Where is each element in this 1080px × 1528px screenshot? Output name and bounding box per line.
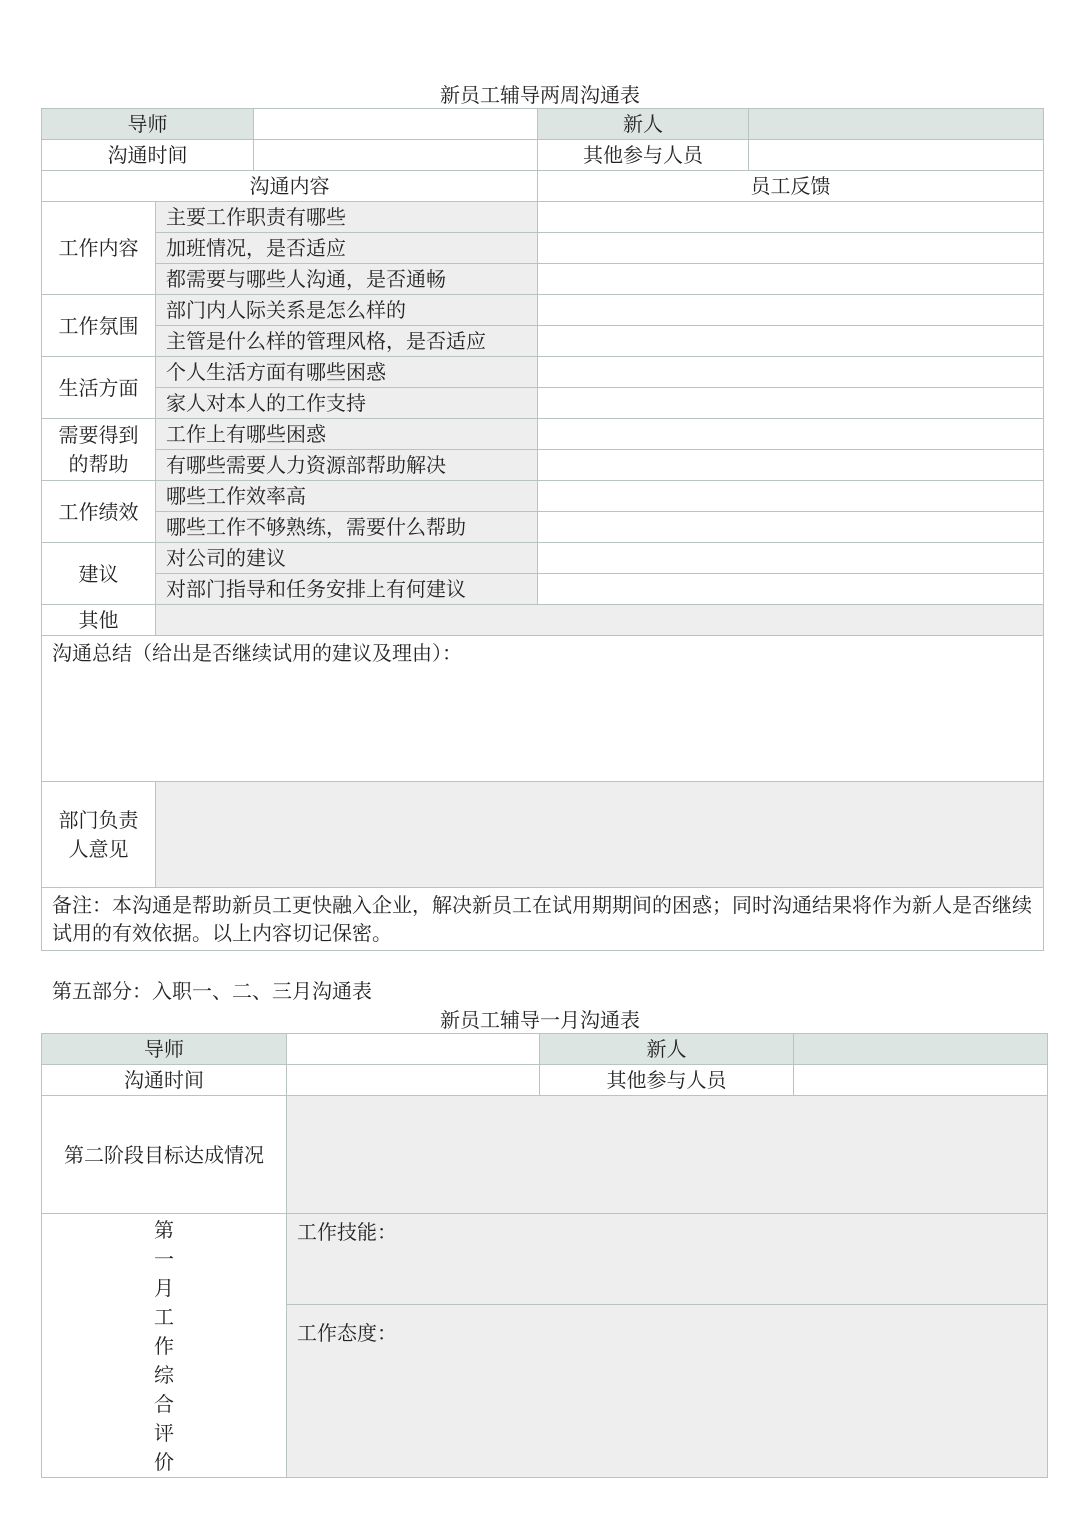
feedback-field[interactable] (538, 295, 1044, 326)
newhire-label: 新人 (540, 1034, 794, 1065)
eval-char: 评 (154, 1421, 174, 1445)
feedback-field[interactable] (538, 543, 1044, 574)
group-label: 工作氛围 (42, 295, 156, 357)
feedback-field[interactable] (538, 357, 1044, 388)
group-label: 生活方面 (42, 357, 156, 419)
eval-char: 合 (154, 1392, 174, 1416)
stage-goal-field[interactable] (287, 1096, 1048, 1214)
other-label: 其他 (42, 605, 156, 636)
question-item: 加班情况，是否适应 (156, 233, 538, 264)
group-label: 建议 (42, 543, 156, 605)
summary-label: 沟通总结（给出是否继续试用的建议及理由）： (52, 641, 462, 665)
feedback-field[interactable] (538, 512, 1044, 543)
eval-char: 工 (154, 1305, 174, 1329)
question-item: 家人对本人的工作支持 (156, 388, 538, 419)
feedback-field[interactable] (538, 450, 1044, 481)
time-field[interactable] (254, 140, 538, 171)
feedback-field[interactable] (538, 326, 1044, 357)
monthly-evaluation-label (42, 1214, 287, 1478)
question-item: 主管是什么样的管理风格，是否适应 (156, 326, 538, 357)
group-label: 工作绩效 (42, 481, 156, 543)
feedback-header: 员工反馈 (538, 171, 1044, 202)
question-item: 主要工作职责有哪些 (156, 202, 538, 233)
dept-opinion-field[interactable] (156, 782, 1044, 888)
eval-char: 第 (154, 1218, 174, 1242)
time-label: 沟通时间 (42, 1065, 287, 1096)
question-item: 对部门指导和任务安排上有何建议 (156, 574, 538, 605)
others-label: 其他参与人员 (540, 1065, 794, 1096)
work-skill-label: 工作技能： (297, 1220, 397, 1244)
question-item: 部门内人际关系是怎么样的 (156, 295, 538, 326)
question-item: 哪些工作不够熟练，需要什么帮助 (156, 512, 538, 543)
time-field[interactable] (287, 1065, 540, 1096)
work-attitude-field[interactable] (287, 1305, 1048, 1478)
newhire-field[interactable] (749, 109, 1044, 140)
group-label (42, 419, 156, 481)
group-label: 工作内容 (42, 202, 156, 295)
feedback-field[interactable] (538, 233, 1044, 264)
two-week-communication-table (41, 108, 1044, 951)
question-item: 都需要与哪些人沟通，是否通畅 (156, 264, 538, 295)
work-skill-field[interactable] (287, 1214, 1048, 1305)
dept-opinion-label (42, 782, 156, 888)
mentor-field[interactable] (287, 1034, 540, 1065)
others-field[interactable] (794, 1065, 1048, 1096)
others-field[interactable] (749, 140, 1044, 171)
section-heading: 第五部分：入职一、二、三月沟通表 (52, 979, 372, 1003)
group-label-line: 的帮助 (68, 451, 129, 476)
others-label: 其他参与人员 (538, 140, 749, 171)
mentor-field[interactable] (254, 109, 538, 140)
eval-char: 一 (154, 1247, 174, 1271)
feedback-field[interactable] (538, 202, 1044, 233)
eval-char: 作 (154, 1334, 174, 1358)
newhire-label: 新人 (538, 109, 749, 140)
feedback-field[interactable] (538, 264, 1044, 295)
feedback-field[interactable] (538, 419, 1044, 450)
group-label-line: 需要得到 (58, 422, 139, 447)
stage-goal-label: 第二阶段目标达成情况 (42, 1096, 287, 1214)
work-attitude-label: 工作态度： (297, 1321, 397, 1346)
feedback-field[interactable] (538, 574, 1044, 605)
dept-label-line: 部门负责 (58, 807, 139, 832)
one-month-communication-table (41, 1033, 1048, 1478)
newhire-field[interactable] (794, 1034, 1048, 1065)
eval-char: 月 (154, 1276, 174, 1300)
content-header: 沟通内容 (42, 171, 538, 202)
mentor-label: 导师 (42, 109, 254, 140)
eval-char: 价 (154, 1450, 174, 1474)
dept-label-line: 人意见 (68, 836, 129, 861)
other-field[interactable] (156, 605, 1044, 636)
feedback-field[interactable] (538, 481, 1044, 512)
table1-title: 新员工辅导两周沟通表 (440, 83, 640, 107)
question-item: 对公司的建议 (156, 543, 538, 574)
eval-char: 综 (154, 1363, 174, 1387)
question-item: 哪些工作效率高 (156, 481, 538, 512)
feedback-field[interactable] (538, 388, 1044, 419)
question-item: 个人生活方面有哪些困惑 (156, 357, 538, 388)
question-item: 工作上有哪些困惑 (156, 419, 538, 450)
summary-field[interactable] (42, 636, 1044, 782)
question-item: 有哪些需要人力资源部帮助解决 (156, 450, 538, 481)
time-label: 沟通时间 (42, 140, 254, 171)
mentor-label: 导师 (42, 1034, 287, 1065)
remark: 备注：本沟通是帮助新员工更快融入企业，解决新员工在试用期期间的困惑；同时沟通结果将作为新人是否继续试用的有效依据。以上内容切记保密。 (42, 888, 1044, 951)
table2-title: 新员工辅导一月沟通表 (440, 1008, 640, 1032)
